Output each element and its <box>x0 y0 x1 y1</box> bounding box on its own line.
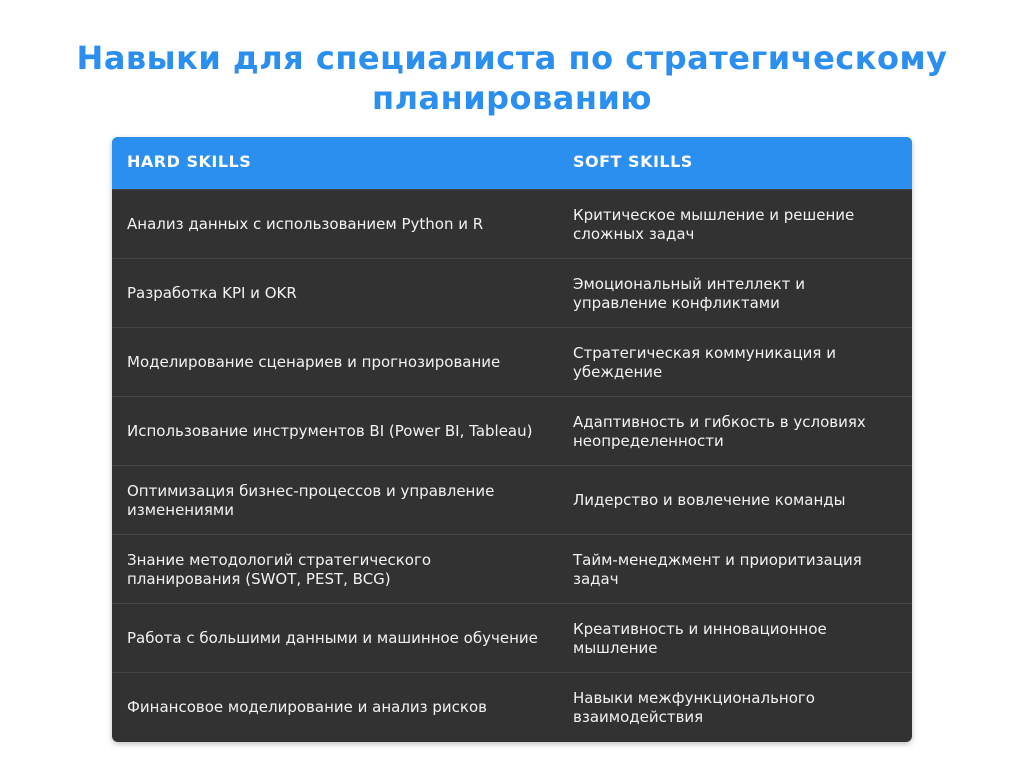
table-row <box>112 396 912 465</box>
skills-table <box>112 137 912 742</box>
hard-skill-cell: Оптимизация бизнес-процессов и управление изменениями <box>127 481 495 519</box>
table-row <box>112 672 912 741</box>
hard-skill-cell: Моделирование сценариев и прогнозирование <box>127 353 501 371</box>
hard-skill-cell: Использование инструментов BI (Power BI, Tableau) <box>127 422 533 440</box>
header-hard-skills: HARD SKILLS <box>127 152 252 171</box>
table-row <box>112 603 912 672</box>
table-row <box>112 327 912 396</box>
header-soft-skills: SOFT SKILLS <box>573 152 693 171</box>
hard-skill-cell: Разработка KPI и OKR <box>127 284 297 302</box>
table-row <box>112 189 912 258</box>
soft-skill-cell: Адаптивность и гибкость в условиях неопределенности <box>573 412 866 450</box>
hard-skill-cell: Анализ данных с использованием Python и R <box>127 215 484 233</box>
hard-skill-cell: Знание методологий стратегического планирования (SWOT, PEST, BCG) <box>127 550 432 588</box>
soft-skill-cell: Навыки межфункционального взаимодействия <box>573 688 815 726</box>
soft-skill-cell: Тайм-менеджмент и приоритизация задач <box>573 550 862 588</box>
hard-skill-cell: Финансовое моделирование и анализ рисков <box>127 698 487 716</box>
soft-skill-cell: Креативность и инновационное мышление <box>573 619 827 657</box>
table-row <box>112 465 912 534</box>
hard-skill-cell: Работа с большими данными и машинное обучение <box>127 629 538 647</box>
table-row <box>112 258 912 327</box>
table-row <box>112 534 912 603</box>
page-title <box>0 38 1024 118</box>
soft-skill-cell: Стратегическая коммуникация и убеждение <box>573 343 836 381</box>
soft-skill-cell: Лидерство и вовлечение команды <box>573 491 846 509</box>
table-header <box>112 137 912 189</box>
soft-skill-cell: Критическое мышление и решение сложных задач <box>573 205 855 243</box>
page-title-line-1: Навыки для специалиста по стратегическому <box>76 39 948 77</box>
page-title-line-2: планированию <box>371 79 653 117</box>
soft-skill-cell: Эмоциональный интеллект и управление конфликтами <box>573 274 805 312</box>
